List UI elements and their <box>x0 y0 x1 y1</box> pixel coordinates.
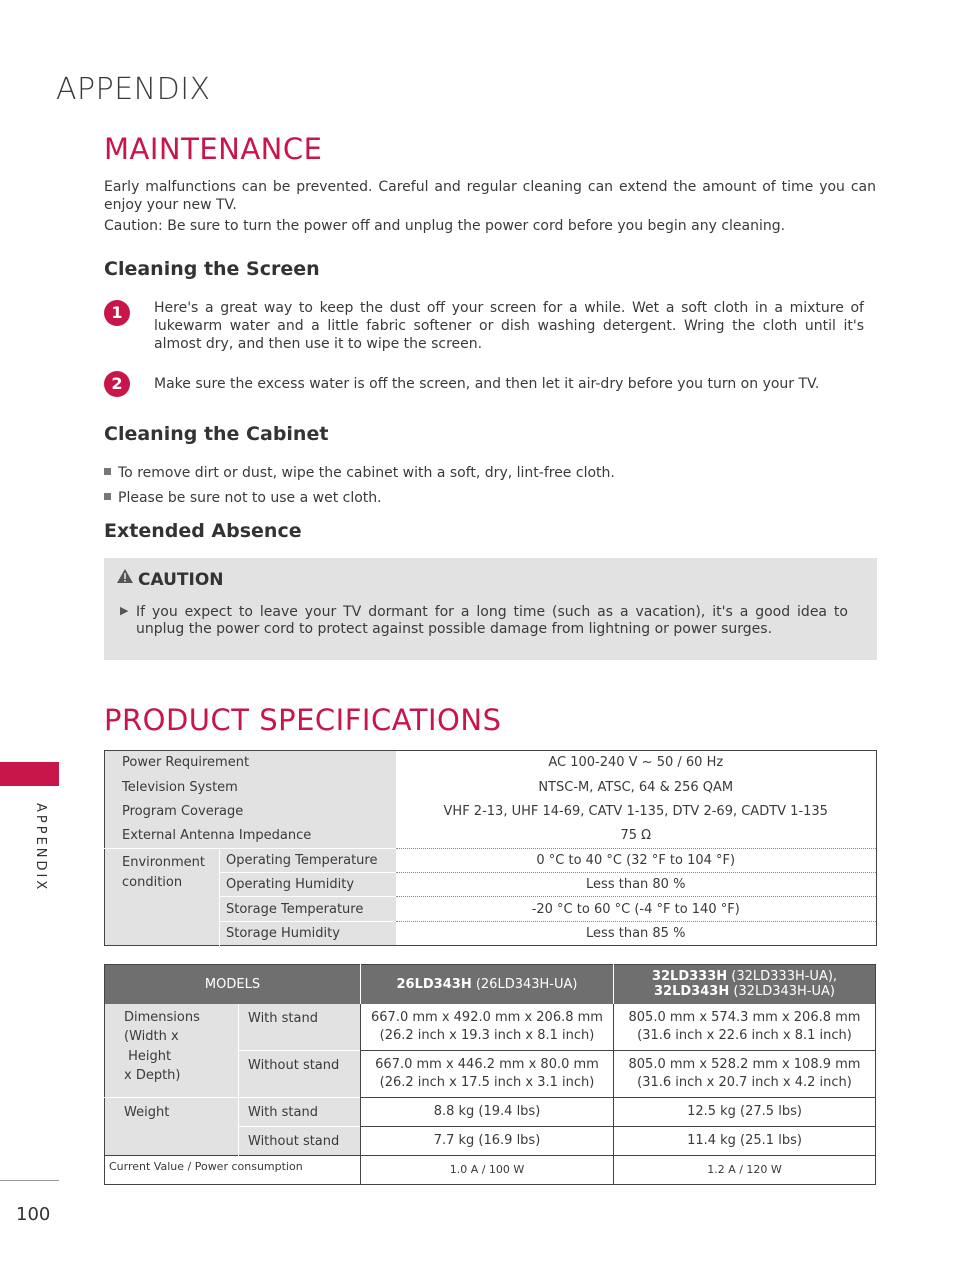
spec-label: External Antenna Impedance <box>105 824 396 848</box>
step-1-badge: 1 <box>104 300 130 326</box>
weight-label: Weight <box>105 1098 239 1156</box>
spec-value: 12.5 kg (27.5 lbs) <box>614 1098 876 1127</box>
caution-text: If you expect to leave your TV dormant for a long time (such as a vacation), it's a good idea to unplug the power cord to protect against possible damage from lightning or power surges. <box>136 604 848 637</box>
step-2-text: Make sure the excess water is off the screen, and then let it air-dry before you turn on your TV. <box>154 376 820 392</box>
table-row <box>105 897 877 921</box>
table-row <box>105 872 877 896</box>
spec-sublabel: Storage Temperature <box>220 897 396 921</box>
step-1-text: Here's a great way to keep the dust off your screen for a while. Wet a soft cloth in a mixture of lukewarm water and a little fabric softener or dish washing detergent. Wring the cloth until it's almost dry, and then use it to wipe the screen. <box>154 300 864 352</box>
spec-value: 667.0 mm x 492.0 mm x 206.8 mm (26.2 inch x 19.3 inch x 8.1 inch) <box>361 1004 614 1051</box>
caution-heading: CAUTION <box>116 568 224 590</box>
appendix-header: APPENDIX <box>56 72 211 107</box>
with-stand-label: With stand <box>239 1098 361 1127</box>
step-2-badge: 2 <box>104 371 130 397</box>
specs-title: PRODUCT SPECIFICATIONS <box>104 703 502 737</box>
sidebar-divider <box>0 1180 59 1181</box>
table-row <box>105 921 877 945</box>
models-header: MODELS <box>105 965 361 1004</box>
spec-value: -20 °C to 60 °C (-4 °F to 140 °F) <box>396 897 877 921</box>
model-specs-table <box>104 964 876 1185</box>
maintenance-title: MAINTENANCE <box>104 132 323 166</box>
model-2-header: 32LD333H (32LD333H-UA), 32LD343H (32LD343H-UA) <box>614 965 876 1004</box>
power-consumption-label: Current Value / Power consumption <box>105 1156 361 1185</box>
square-bullet-icon <box>104 468 111 475</box>
dimensions-label: Dimensions (Width x Height x Depth) <box>105 1004 239 1098</box>
spec-value: AC 100-240 V ~ 50 / 60 Hz <box>548 755 724 771</box>
arrow-bullet-icon: ▶ <box>120 604 129 617</box>
spec-value: Less than 80 % <box>396 872 877 896</box>
without-stand-label: Without stand <box>239 1127 361 1156</box>
spec-value: 805.0 mm x 574.3 mm x 206.8 mm (31.6 inch x 22.6 inch x 8.1 inch) <box>614 1004 876 1051</box>
table-row <box>105 824 877 848</box>
spec-sublabel: Storage Humidity <box>220 921 396 945</box>
cabinet-bullet-1: To remove dirt or dust, wipe the cabinet with a soft, dry, lint-free cloth. <box>104 464 615 482</box>
spec-value: 1.0 A / 100 W <box>361 1156 614 1185</box>
caution-box <box>104 558 877 660</box>
cabinet-bullet-2: Please be sure not to use a wet cloth. <box>104 489 382 507</box>
table-row <box>105 1098 876 1127</box>
spec-value: 8.8 kg (19.4 lbs) <box>361 1098 614 1127</box>
table-row <box>105 799 877 823</box>
spec-value: VHF 2-13, UHF 14-69, CATV 1-135, DTV 2-69, CADTV 1-135 <box>443 803 828 819</box>
page-number: 100 <box>16 1204 51 1225</box>
spec-label: Program Coverage <box>105 799 396 823</box>
spec-value: 75 Ω <box>620 828 652 844</box>
without-stand-label: Without stand <box>239 1051 361 1098</box>
spec-label: Environment condition <box>105 848 220 946</box>
spec-value: 11.4 kg (25.1 lbs) <box>614 1127 876 1156</box>
maintenance-intro: Early malfunctions can be prevented. Careful and regular cleaning can extend the amount of time you can enjoy your new TV. <box>104 179 876 213</box>
spec-value: 805.0 mm x 528.2 mm x 108.9 mm (31.6 inch x 20.7 inch x 4.2 inch) <box>614 1051 876 1098</box>
spec-value: NTSC-M, ATSC, 64 & 256 QAM <box>538 779 734 795</box>
extended-absence-title: Extended Absence <box>104 520 302 542</box>
warning-icon <box>116 568 134 589</box>
spec-label: Power Requirement <box>105 751 396 775</box>
table-row <box>105 775 877 799</box>
cleaning-cabinet-title: Cleaning the Cabinet <box>104 423 329 445</box>
spec-value: 0 °C to 40 °C (32 °F to 104 °F) <box>396 848 877 872</box>
sidebar-label: APPENDIX <box>33 803 48 893</box>
spec-value: Less than 85 % <box>396 921 877 945</box>
spec-value: 667.0 mm x 446.2 mm x 80.0 mm (26.2 inch x 17.5 inch x 3.1 inch) <box>361 1051 614 1098</box>
general-specs-table <box>104 750 877 946</box>
square-bullet-icon <box>104 493 111 500</box>
spec-label: Television System <box>105 775 396 799</box>
model-1-header: 26LD343H (26LD343H-UA) <box>361 965 614 1004</box>
spec-value: 7.7 kg (16.9 lbs) <box>361 1127 614 1156</box>
table-row <box>105 848 877 872</box>
spec-value: 1.2 A / 120 W <box>614 1156 876 1185</box>
table-row <box>105 1156 876 1185</box>
table-row <box>105 751 877 775</box>
spec-sublabel: Operating Humidity <box>220 872 396 896</box>
sidebar-accent-bar <box>0 762 59 786</box>
cleaning-screen-title: Cleaning the Screen <box>104 258 320 280</box>
maintenance-caution-line: Caution: Be sure to turn the power off and unplug the power cord before you begin any cleaning. <box>104 218 786 234</box>
spec-sublabel: Operating Temperature <box>220 848 396 872</box>
table-header-row <box>105 965 876 1004</box>
with-stand-label: With stand <box>239 1004 361 1051</box>
table-row <box>105 1004 876 1051</box>
